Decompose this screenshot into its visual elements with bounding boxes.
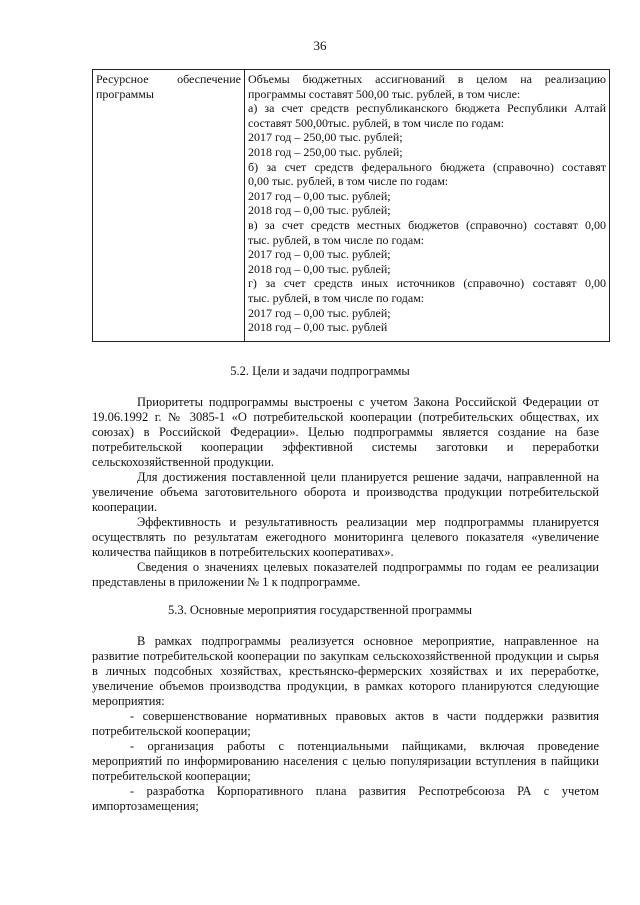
resource-line: 2017 год – 0,00 тыс. рублей;: [248, 188, 391, 203]
list-item: - совершенствование нормативных правовых актов в части поддержки развития потребительской кооперации;: [92, 709, 599, 738]
resource-table: [92, 69, 610, 342]
resource-line: а) за счет средств республиканского бюджета Республики Алтай: [248, 101, 606, 116]
resource-line: в) за счет средств местных бюджетов (справочно) составят 0,00: [248, 217, 606, 232]
resource-line: программы составят 500,00 тыс. рублей, в том числе:: [248, 86, 521, 101]
resource-line: 2018 год – 0,00 тыс. рублей;: [248, 261, 391, 276]
paragraph: В рамках подпрограммы реализуется основное мероприятие, направленное на развитие потребительской кооперации по закупкам сельскохозяйственной продукции и сырья в личных подсобных хозяйствах, крестьянско-фермерских хозяйствах и их переработке, увеличение объемов производства продукции, в рамках которого планируются следующие мероприятия:: [92, 634, 599, 708]
page-number: 36: [313, 38, 327, 53]
resource-line: б) за счет средств федерального бюджета (справочно) составят: [248, 159, 606, 174]
resource-line: тыс. рублей, в том числе по годам:: [248, 232, 425, 247]
list-item: - разработка Корпоративного плана развития Респотребсоюза РА с учетом импортозамещения;: [92, 784, 599, 813]
table-row: [93, 70, 610, 342]
resource-line: 2017 год – 250,00 тыс. рублей;: [248, 130, 403, 145]
paragraph: Эффективность и результативность реализации мер подпрограммы планируется осуществлять по результатам ежегодного мониторинга целевого показателя «увеличение количества пайщиков в потребительских кооперативах».: [92, 515, 599, 559]
section-heading-goals: 5.2. Цели и задачи подпрограммы: [230, 364, 410, 378]
list-item: - организация работы с потенциальными пайщиками, включая проведение мероприятий по информированию населения с целью популяризации вступления в пайщики потребительской кооперации;: [92, 739, 599, 783]
resource-line: 2017 год – 0,00 тыс. рублей;: [248, 247, 391, 262]
resource-line: 2018 год – 0,00 тыс. рублей: [248, 320, 388, 335]
paragraph: Сведения о значениях целевых показателей подпрограммы по годам ее реализации представлены в приложении № 1 к подпрограмме.: [92, 560, 599, 589]
goals-text-block: [92, 395, 599, 590]
resource-line: Объемы бюджетных ассигнований в целом на реализацию: [248, 72, 606, 86]
resource-line: составят 500,00тыс. рублей, в том числе по годам:: [248, 115, 505, 130]
paragraph: Для достижения поставленной цели планируется решение задачи, направленной на увеличение объема заготовительного оборота и производства продукции потребительской кооперации.: [92, 470, 599, 514]
resource-label-cell: Ресурсное обеспечение программы: [93, 70, 245, 342]
resource-line: 2018 год – 250,00 тыс. рублей;: [248, 144, 403, 159]
resource-line: 0,00 тыс. рублей, в том числе по годам:: [248, 174, 449, 189]
resource-content-cell: [245, 70, 610, 342]
resource-line: 2017 год – 0,00 тыс. рублей;: [248, 305, 391, 320]
resource-line: г) за счет средств иных источников (справочно) составят 0,00: [248, 276, 606, 291]
activities-text-block: [92, 634, 599, 814]
section-heading-activities: 5.3. Основные мероприятия государственной программы: [168, 603, 472, 617]
paragraph: Приоритеты подпрограммы выстроены с учетом Закона Российской Федерации от 19.06.1992 г. № 3085-1 «О потребительской кооперации (потребительских обществах, их союзах) в Российской Федерации». Целью подпрограммы является создание на базе потребительской кооперации эффективной системы заготовки и переработки сельскохозяйственной продукции.: [92, 395, 599, 469]
resource-line: тыс. рублей, в том числе по годам:: [248, 290, 425, 305]
resource-line: 2018 год – 0,00 тыс. рублей;: [248, 203, 391, 218]
